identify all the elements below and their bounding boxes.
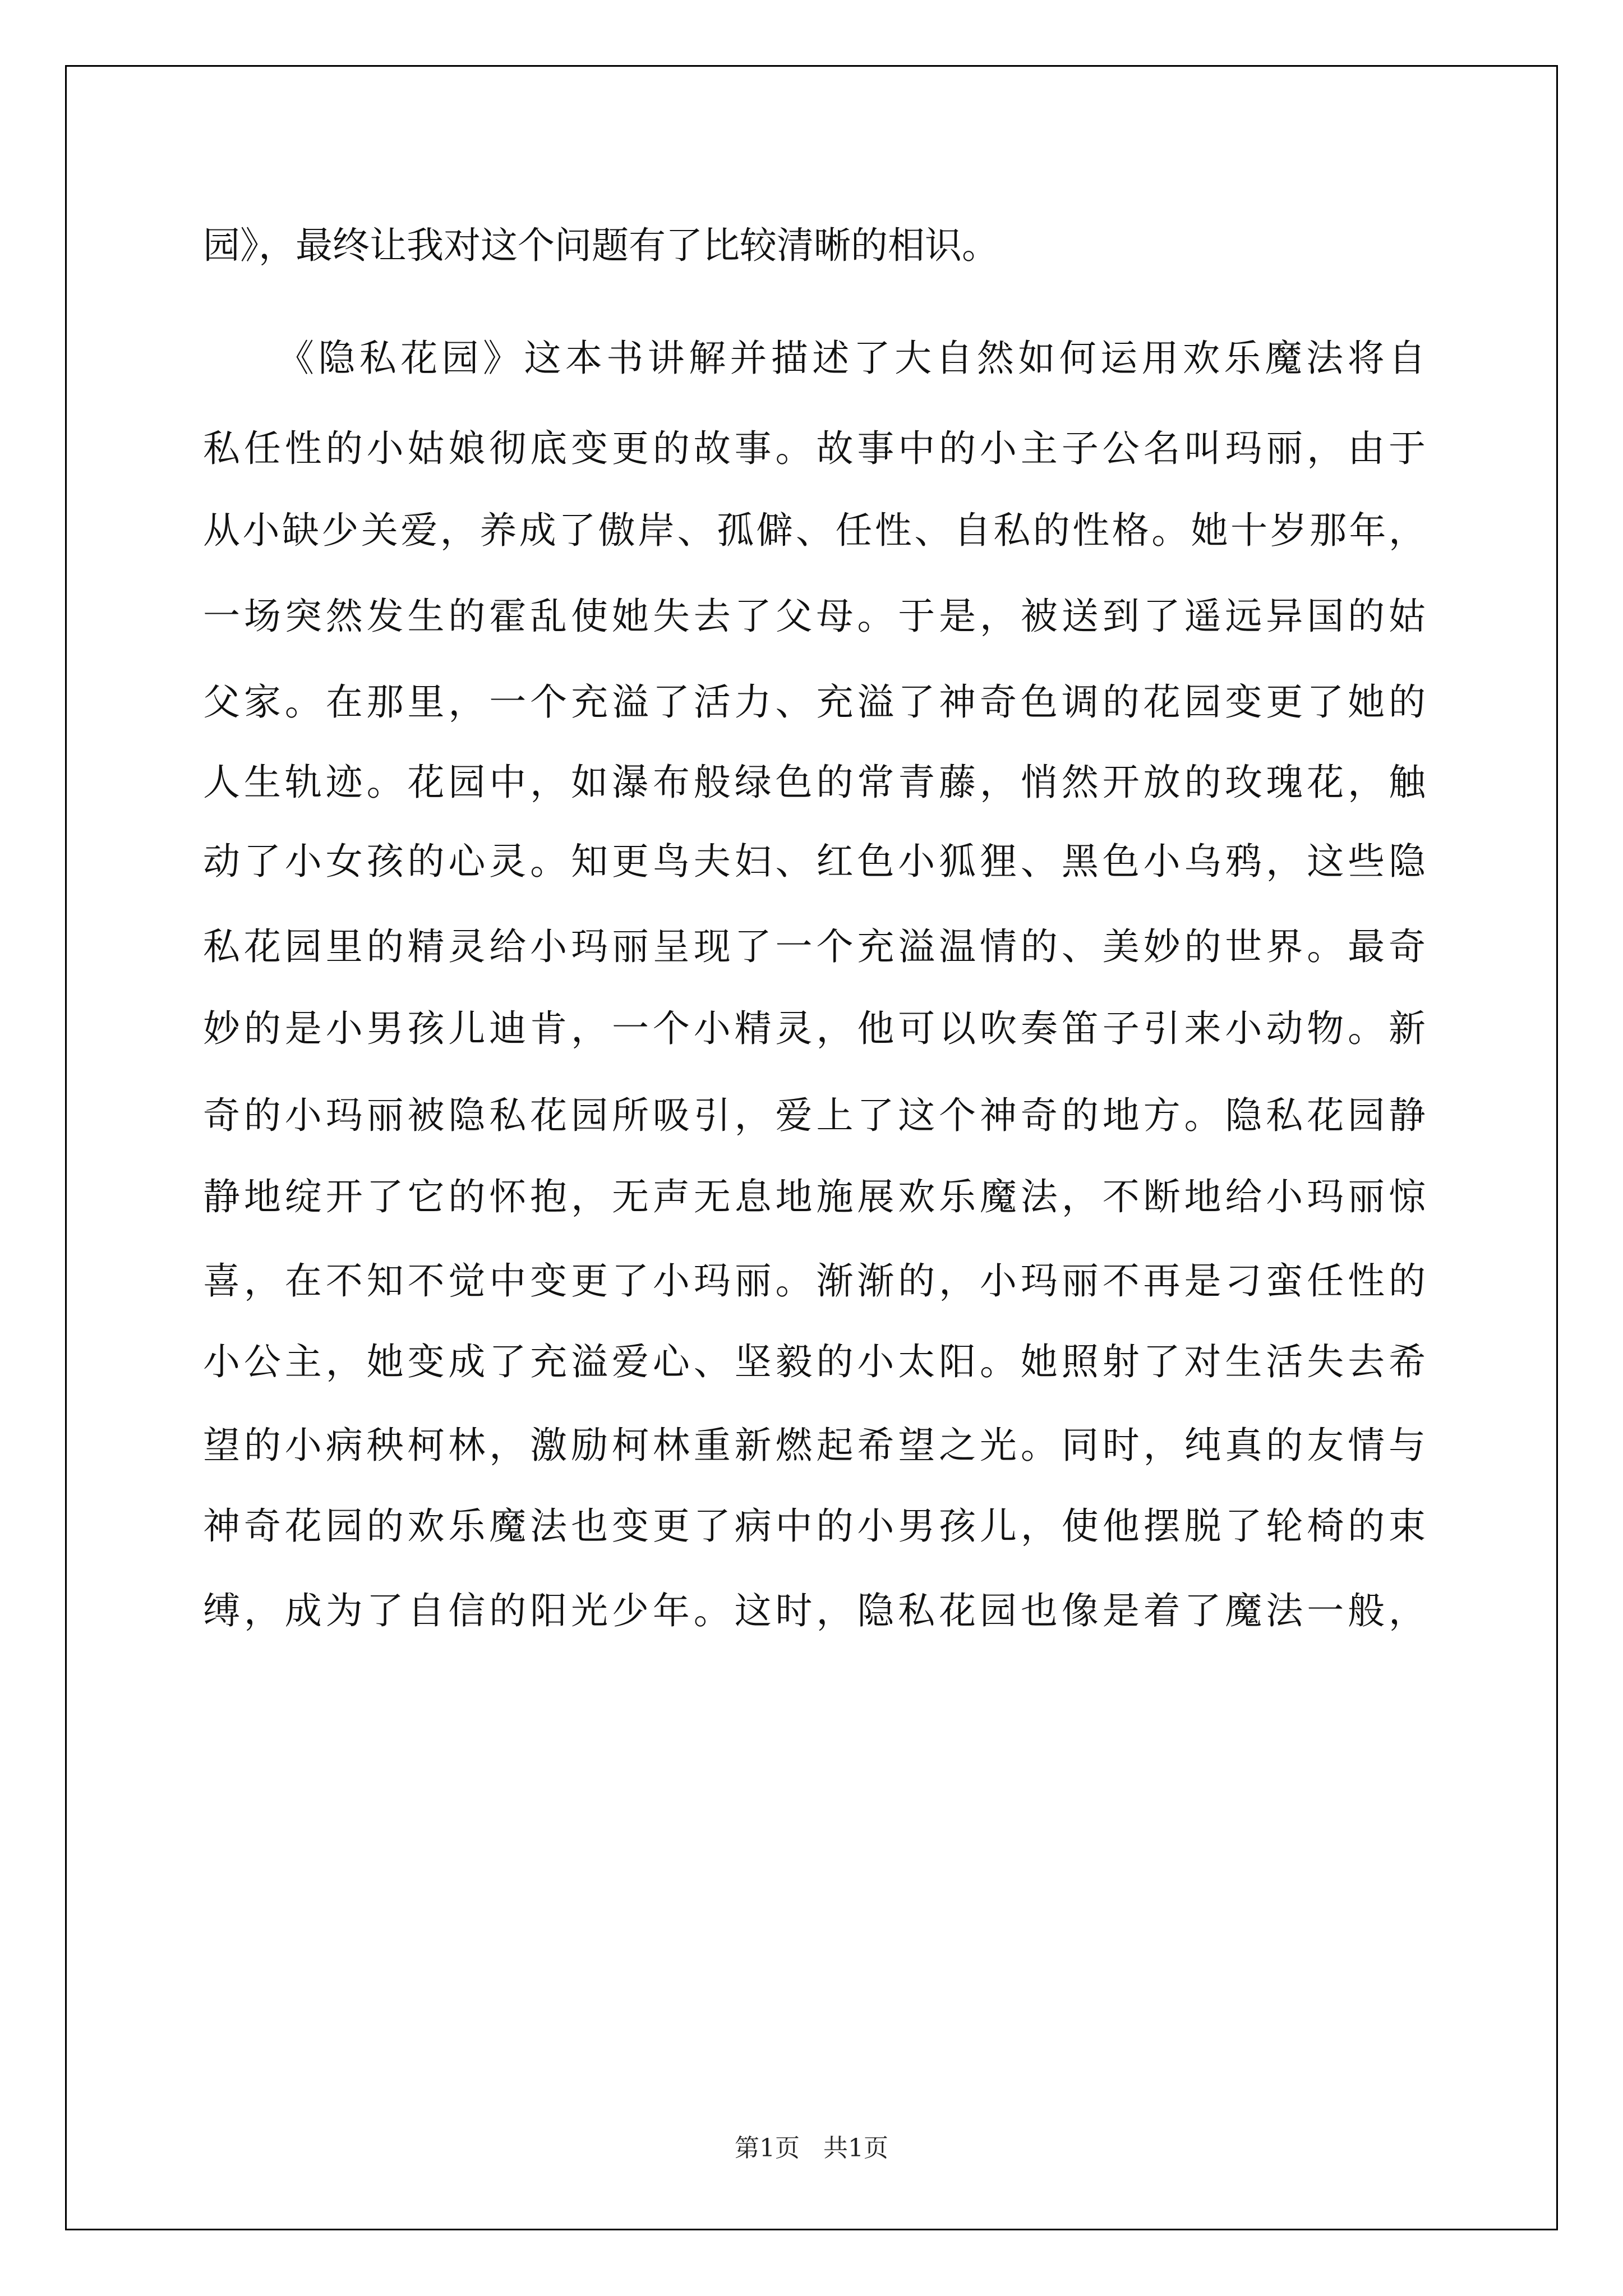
- text-line: 小公主，她变成了充溢爱心、坚毅的小太阳。她照射了对生活失去希: [203, 1340, 1426, 1383]
- text-line: 望的小病秧柯林，激励柯林重新燃起希望之光。同时，纯真的友情与: [203, 1424, 1426, 1467]
- text-line: 园》，最终让我对这个问题有了比较清晰的相识。: [203, 224, 999, 267]
- text-line: 一场突然发生的霍乱使她失去了父母。于是，被送到了遥远异国的姑: [203, 595, 1426, 638]
- text-line: 妙的是小男孩儿迪肯，一个小精灵，他可以吹奏笛子引来小动物。新: [203, 1007, 1426, 1050]
- text-line: 父家。在那里，一个充溢了活力、充溢了神奇色调的花园变更了她的: [203, 680, 1426, 724]
- text-line: 私花园里的精灵给小玛丽呈现了一个充溢温情的、美妙的世界。最奇: [203, 925, 1426, 968]
- page-footer: 第1页 共1页: [735, 2134, 888, 2162]
- page-border: [65, 65, 1558, 2230]
- text-line: 动了小女孩的心灵。知更鸟夫妇、红色小狐狸、黑色小乌鸦，这些隐: [203, 840, 1426, 883]
- text-line: 缚，成为了自信的阳光少年。这时，隐私花园也像是着了魔法一般，: [203, 1589, 1426, 1632]
- paragraph-first-line: 《隐私花园》这本书讲解并描述了大自然如何运用欢乐魔法将自: [277, 337, 1426, 380]
- text-line: 静地绽开了它的怀抱，无声无息地施展欢乐魔法，不断地给小玛丽惊: [203, 1175, 1426, 1218]
- text-line: 神奇花园的欢乐魔法也变更了病中的小男孩儿，使他摆脱了轮椅的束: [203, 1504, 1426, 1548]
- text-line: 喜，在不知不觉中变更了小玛丽。渐渐的，小玛丽不再是刁蛮任性的: [203, 1259, 1426, 1303]
- text-line: 奇的小玛丽被隐私花园所吸引，爱上了这个神奇的地方。隐私花园静: [203, 1094, 1426, 1137]
- text-line: 从小缺少关爱，养成了傲岸、孤僻、任性、自私的性格。她十岁那年，: [203, 509, 1426, 552]
- text-line: 人生轨迹。花园中，如瀑布般绿色的常青藤，悄然开放的玫瑰花，触: [203, 761, 1426, 804]
- text-line: 私任性的小姑娘彻底变更的故事。故事中的小主子公名叫玛丽，由于: [203, 427, 1426, 470]
